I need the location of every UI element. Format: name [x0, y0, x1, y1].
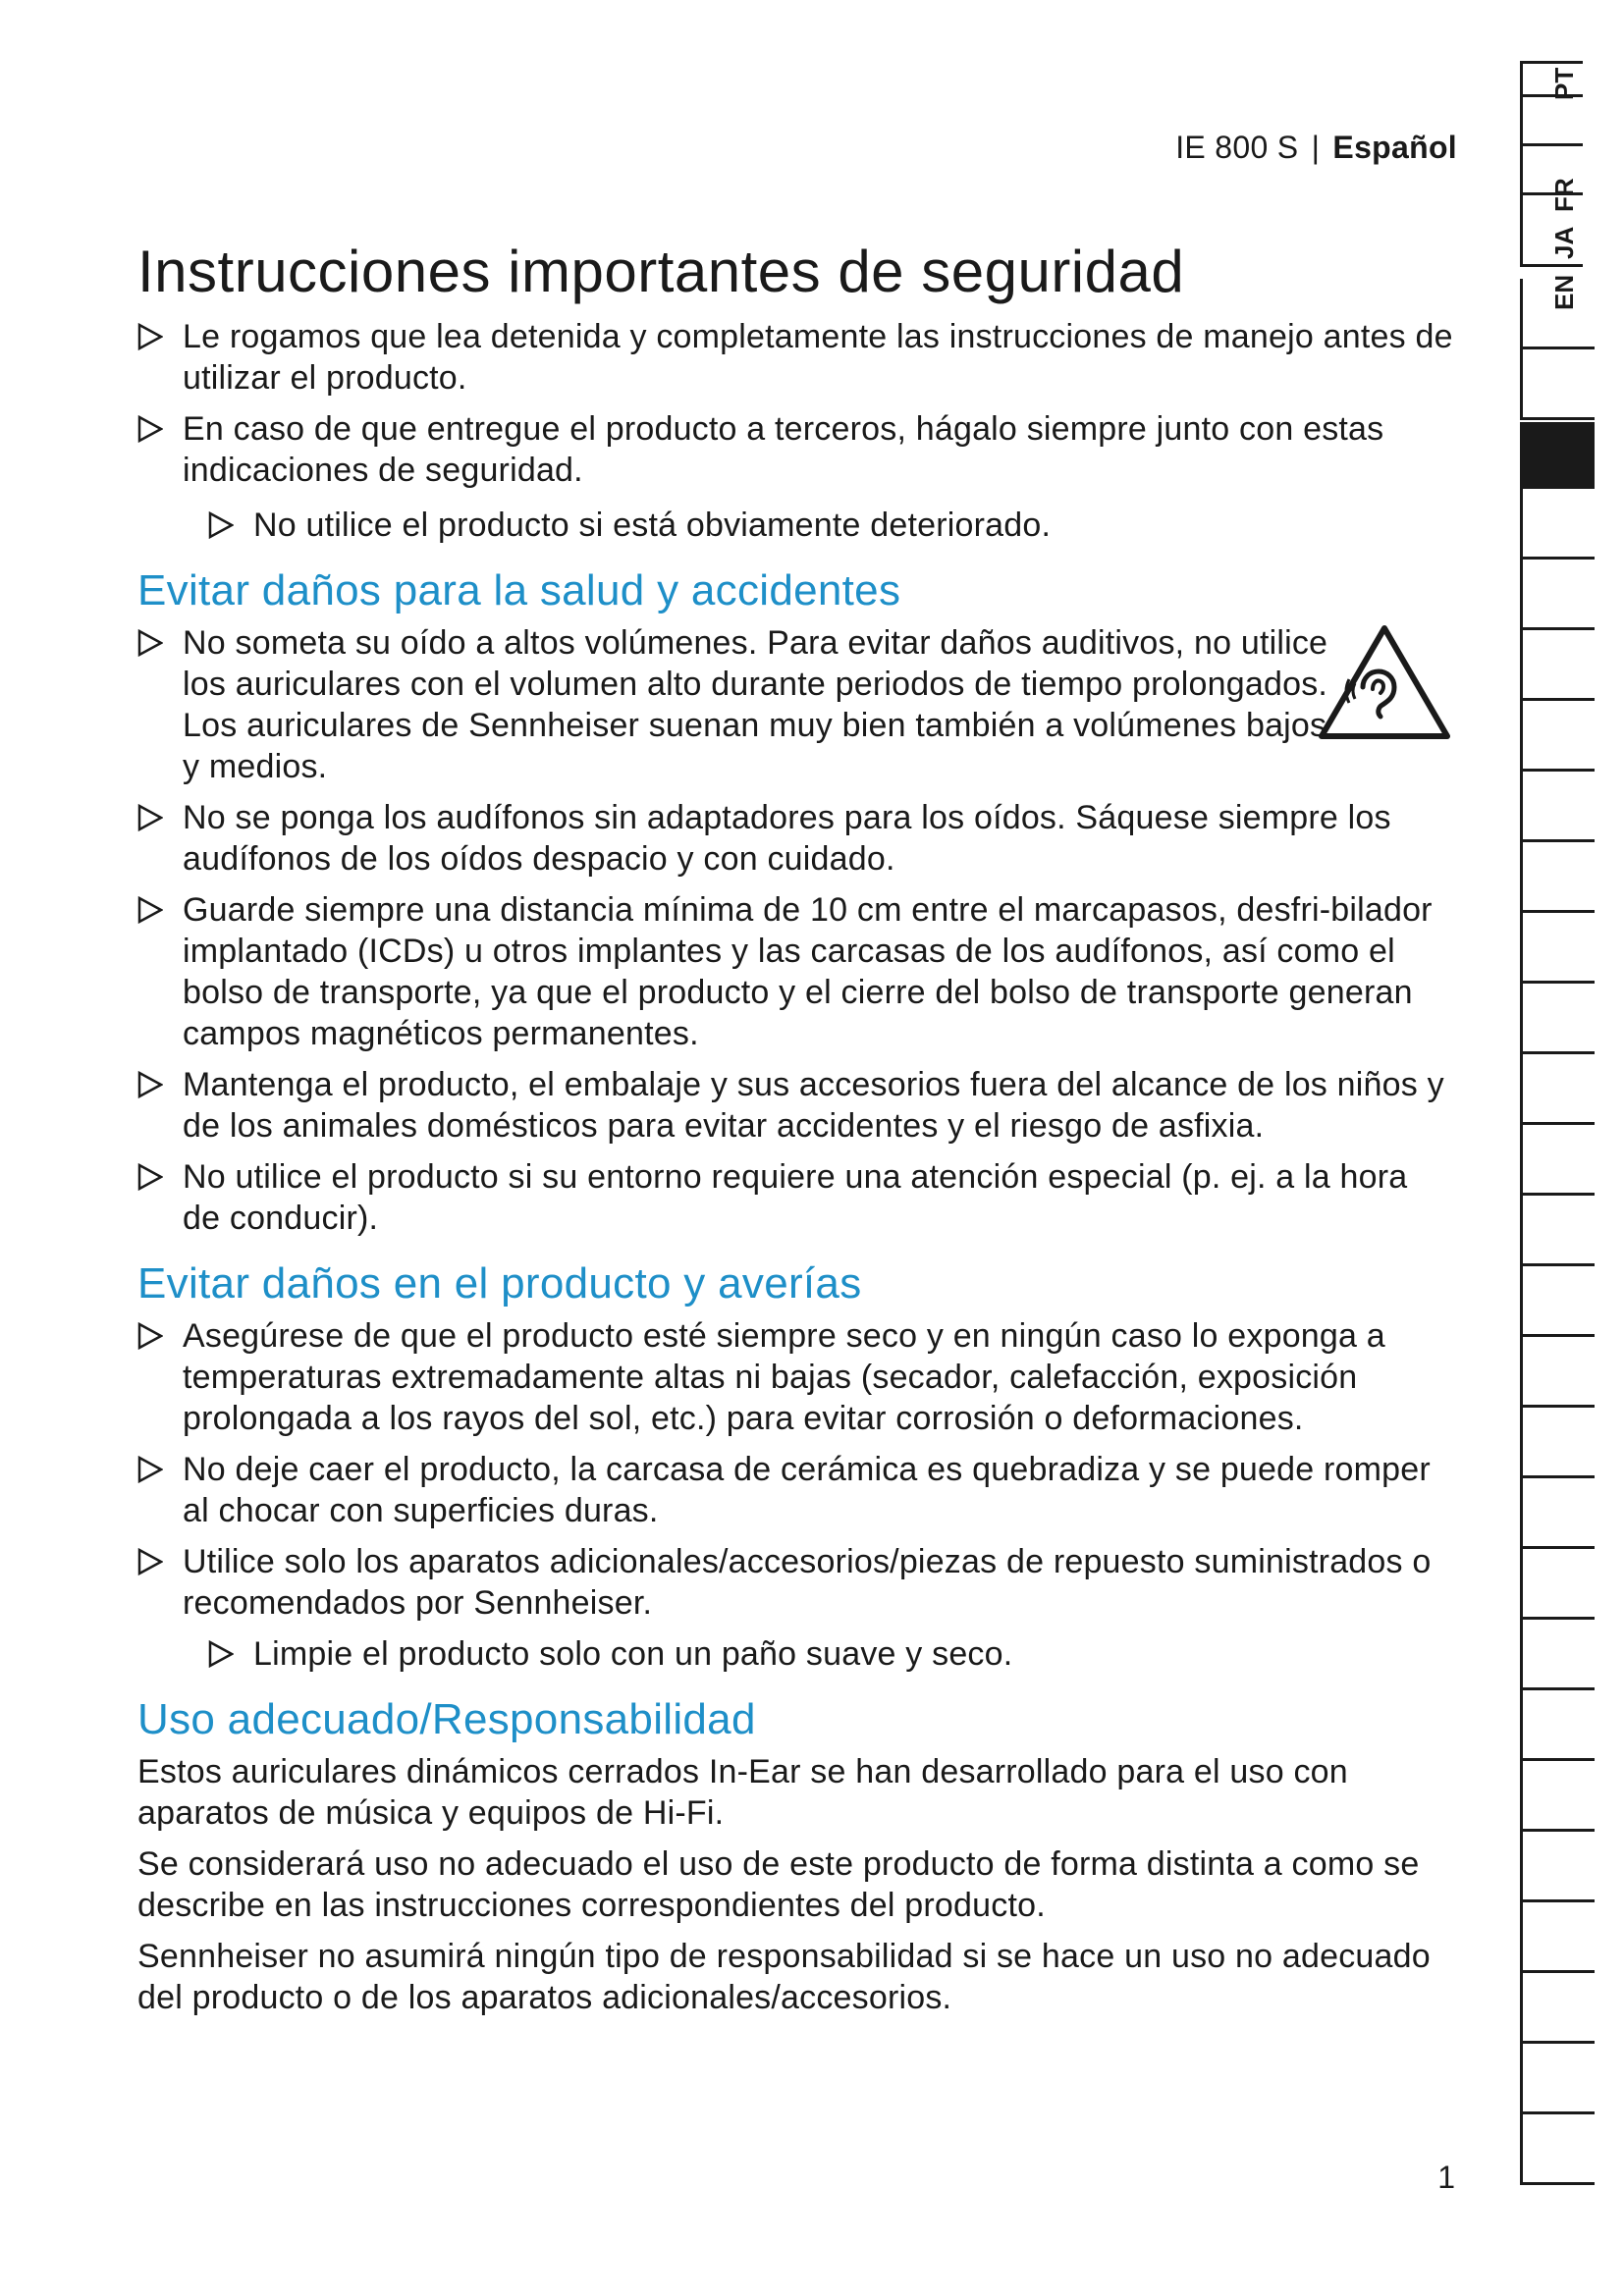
side-tab-11[interactable] — [1520, 984, 1595, 1054]
side-tab-18[interactable] — [1520, 1478, 1595, 1549]
list-item: No deje caer el producto, la carcasa de cerámica es quebradiza y se puede romper al chocar con superficies duras. — [137, 1449, 1453, 1531]
side-tab-23[interactable] — [1520, 1832, 1595, 1902]
triangle-bullet-icon — [208, 511, 234, 539]
list-subitem: Limpie el producto solo con un paño suave y seco. — [137, 1633, 1453, 1675]
running-header — [1175, 130, 1457, 166]
side-tab-10[interactable] — [1520, 913, 1595, 984]
side-tab-1[interactable] — [1520, 279, 1595, 349]
side-tab-9[interactable] — [1520, 842, 1595, 913]
triangle-bullet-icon — [137, 804, 163, 831]
triangle-bullet-icon — [137, 896, 163, 924]
section-heading-health: Evitar daños para la salud y accidentes — [137, 566, 901, 614]
side-tab-5[interactable] — [1520, 560, 1595, 630]
side-tab-27[interactable] — [1520, 2114, 1595, 2185]
side-tab-13[interactable] — [1520, 1125, 1595, 1196]
list-item: Le rogamos que lea detenida y completamente las instrucciones de manejo antes de utilizar el producto. — [137, 316, 1453, 399]
list-item: No utilice el producto si su entorno requiere una atención especial (p. ej. a la hora de conducir). — [137, 1156, 1453, 1239]
list-item: No someta su oído a altos volúmenes. Para evitar daños auditivos, no utilice los auriculares con el volumen alto durante periodos de tiempo prolongados. Los auriculares de Sennheiser suenan muy bien también a volúmenes bajos y medios. — [137, 622, 1331, 787]
header-separator: | — [1311, 130, 1321, 165]
list-item: No se ponga los audífonos sin adaptadores para los oídos. Sáquese siempre los audífonos de los oídos despacio y con cuidado. — [137, 797, 1453, 880]
page-title: Instrucciones importantes de seguridad — [137, 239, 1185, 304]
tab-label-fr[interactable]: FR — [1549, 178, 1579, 212]
tab-label-ja[interactable]: JA — [1549, 226, 1579, 259]
list-item: Utilice solo los aparatos adicionales/accesorios/piezas de repuesto suministrados o recomendados por Sennheiser. — [137, 1541, 1453, 1624]
side-tab-21[interactable] — [1520, 1690, 1595, 1761]
list-item: Guarde siempre una distancia mínima de 10 cm entre el marcapasos, desfri-bilador implantado (ICDs) u otros implantes y las carcasas de los audífonos, así como el bolso de transporte, ya que el producto y el cierre del bolso de transporte generan campos magnéticos permanentes. — [137, 889, 1453, 1054]
side-tab-active[interactable] — [1520, 422, 1595, 489]
side-tab-4[interactable] — [1520, 489, 1595, 560]
triangle-bullet-icon — [137, 1548, 163, 1575]
tab-label-en[interactable]: EN — [1549, 274, 1579, 310]
section-heading-product: Evitar daños en el producto y averías — [137, 1259, 862, 1308]
triangle-bullet-icon — [137, 1163, 163, 1191]
document-body — [137, 236, 1453, 2028]
side-tab-15[interactable] — [1520, 1266, 1595, 1337]
hearing-damage-warning-icon — [1316, 622, 1453, 744]
tab-label-pt[interactable]: PT — [1549, 67, 1579, 100]
header-language: Español — [1332, 130, 1457, 165]
list-item: Mantenga el producto, el embalaje y sus accesorios fuera del alcance de los niños y de los animales domésticos para evitar accidentes y el riesgo de asfixia. — [137, 1064, 1453, 1147]
side-tab-2[interactable] — [1520, 349, 1595, 420]
side-tab-19[interactable] — [1520, 1549, 1595, 1620]
section-heading-usage: Uso adecuado/Responsabilidad — [137, 1695, 756, 1743]
list-item: Asegúrese de que el producto esté siempre seco y en ningún caso lo exponga a temperaturas extremadamente altas ni bajas (secador, calefacción, exposición prolongada a los rayos del sol, etc.) para evitar corrosión o deformaciones. — [137, 1315, 1453, 1439]
side-tab-16[interactable] — [1520, 1337, 1595, 1408]
paragraph: Se considerará uso no adecuado el uso de este producto de forma distinta a como se describe en las instrucciones correspondientes del producto. — [137, 1845, 1420, 1924]
triangle-bullet-icon — [137, 415, 163, 443]
list-item: En caso de que entregue el producto a terceros, hágalo siempre junto con estas indicaciones de seguridad. — [137, 408, 1453, 491]
side-tab-12[interactable] — [1520, 1054, 1595, 1125]
triangle-bullet-icon — [137, 323, 163, 350]
side-tab-6[interactable] — [1520, 630, 1595, 701]
triangle-bullet-icon — [137, 1322, 163, 1350]
side-tab-24[interactable] — [1520, 1902, 1595, 1973]
hearing-warning-block — [137, 622, 1453, 787]
side-tab-20[interactable] — [1520, 1620, 1595, 1690]
page-number: 1 — [1437, 2160, 1455, 2195]
triangle-bullet-icon — [208, 1640, 234, 1668]
triangle-bullet-icon — [137, 1071, 163, 1098]
header-model: IE 800 S — [1175, 130, 1299, 165]
side-tab-22[interactable] — [1520, 1761, 1595, 1832]
list-subitem: No utilice el producto si está obviamente deteriorado. — [137, 505, 1453, 546]
side-tab-25[interactable] — [1520, 1973, 1595, 2044]
side-tab-17[interactable] — [1520, 1408, 1595, 1478]
side-tab-14[interactable] — [1520, 1196, 1595, 1266]
paragraph: Sennheiser no asumirá ningún tipo de responsabilidad si se hace un uso no adecuado del producto o de los aparatos adicionales/accesorios. — [137, 1938, 1431, 2016]
side-tab-26[interactable] — [1520, 2044, 1595, 2114]
side-tab-7[interactable] — [1520, 701, 1595, 772]
paragraph: Estos auriculares dinámicos cerrados In-Ear se han desarrollado para el uso con aparatos de música y equipos de Hi-Fi. — [137, 1753, 1348, 1832]
triangle-bullet-icon — [137, 629, 163, 657]
triangle-bullet-icon — [137, 1456, 163, 1483]
side-tab-8[interactable] — [1520, 772, 1595, 842]
